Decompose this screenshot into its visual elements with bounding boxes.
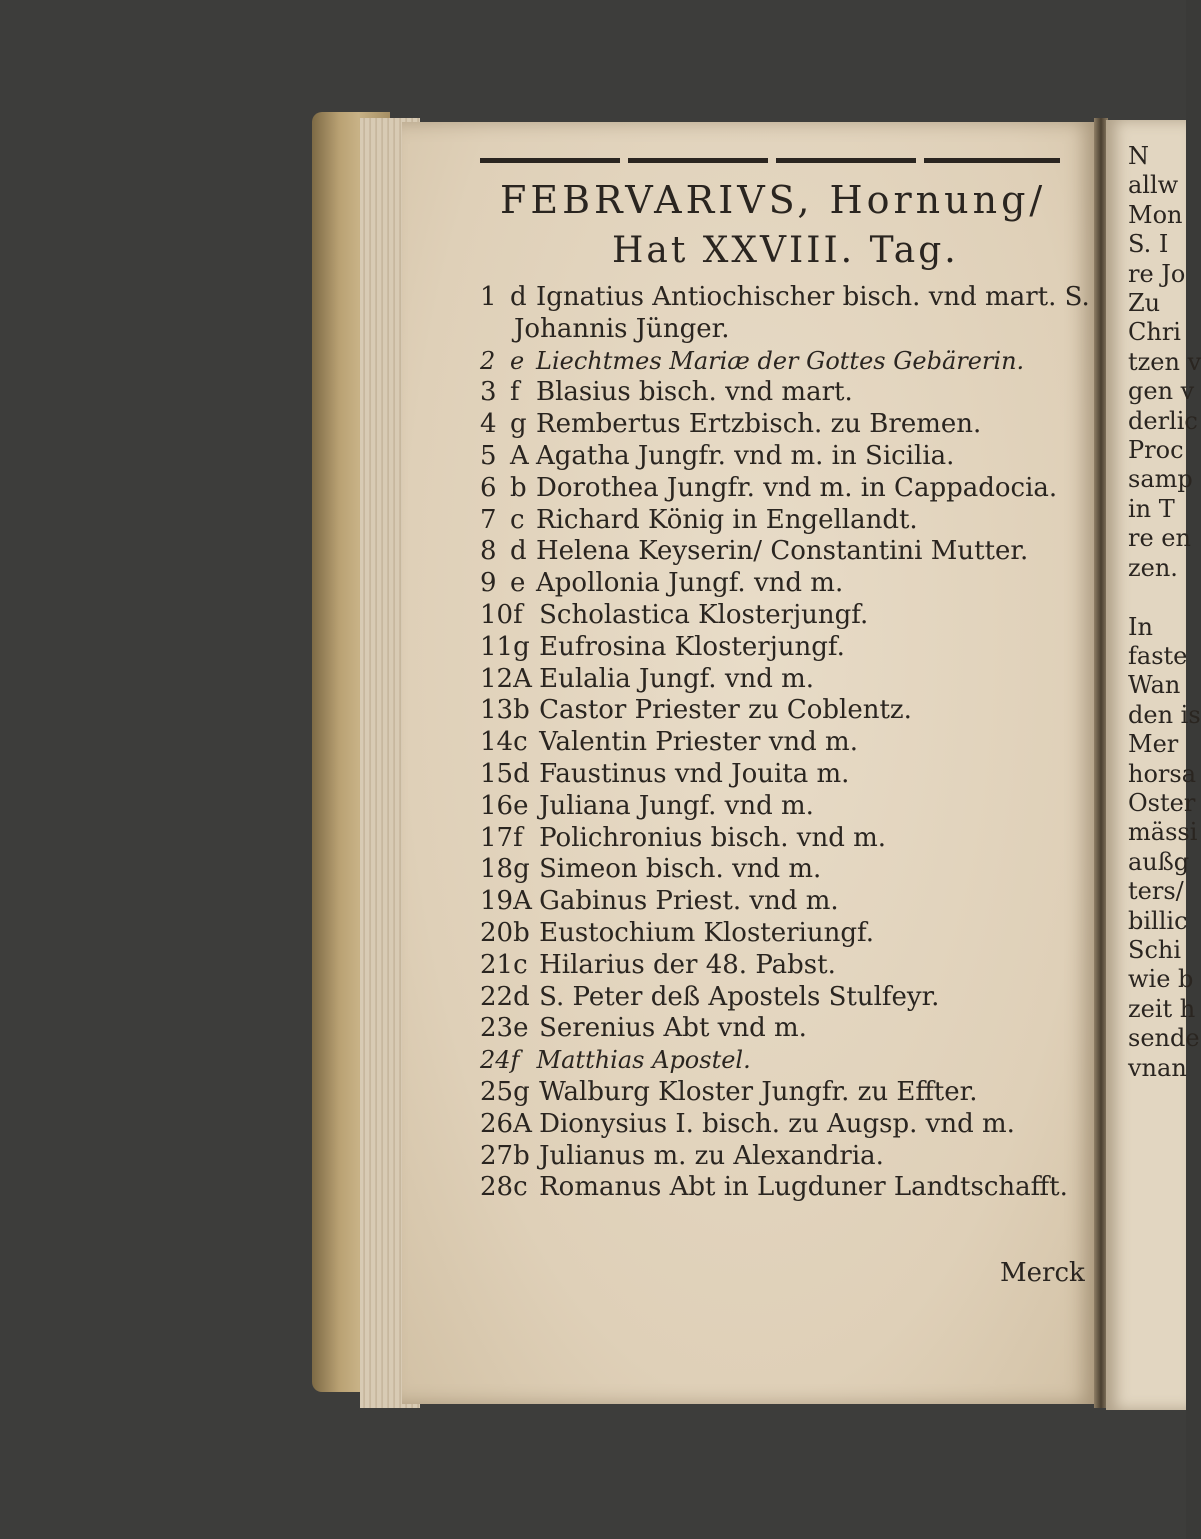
right-page-line: außg — [1128, 847, 1190, 876]
dominical-letter: d — [510, 282, 527, 312]
day-number: 13 — [480, 695, 514, 726]
saint-name: Dorothea Jungfr. vnd m. in Cappadocia. — [536, 472, 1058, 503]
dominical-letter: c — [510, 504, 525, 535]
right-page-line: Chri — [1128, 318, 1181, 347]
page-subtitle: Hat XXVIII. Tag. — [612, 230, 959, 271]
day-number: 27 — [480, 1140, 514, 1171]
right-page-line: zen. — [1128, 553, 1178, 582]
day-number: 14 — [480, 727, 514, 758]
right-page-text — [1128, 142, 1201, 1083]
dominical-letter: e — [510, 346, 525, 375]
saint-name: Johannis Jünger. — [514, 313, 730, 344]
dominical-letter: f — [510, 377, 520, 408]
saint-name: Ignatius Antiochischer bisch. vnd mart. S. — [536, 282, 1090, 312]
right-page-line: mässi — [1128, 818, 1198, 847]
day-number: 5 — [480, 440, 497, 471]
day-number: 3 — [480, 377, 497, 408]
dominical-letter: d — [513, 758, 530, 789]
calendar-entry — [480, 1109, 1090, 1141]
calendar-entry — [480, 1141, 1090, 1173]
right-page-line: Mer — [1128, 730, 1179, 759]
calendar-entry — [480, 759, 1090, 791]
saint-name: Eulalia Jungf. vnd m. — [539, 663, 815, 694]
dominical-letter: e — [513, 790, 529, 821]
calendar-entry — [480, 1077, 1090, 1109]
calendar-entry — [480, 632, 1090, 664]
saint-name: Romanus Abt in Lugduner Landtschafft. — [539, 1172, 1068, 1203]
right-page-line: samp — [1128, 465, 1193, 494]
right-page-line: faste — [1128, 641, 1188, 670]
saint-name: Walburg Kloster Jungfr. zu Effter. — [539, 1076, 978, 1107]
day-number: 23 — [480, 1013, 514, 1044]
right-page-line: Proc — [1128, 436, 1184, 465]
day-number: 8 — [480, 536, 497, 567]
right-page-line — [1128, 583, 1201, 612]
dominical-letter: A — [513, 1108, 532, 1139]
dominical-letter: f — [513, 599, 523, 630]
calendar-entry — [480, 377, 1090, 409]
saint-name: Valentin Priester vnd m. — [539, 727, 858, 758]
day-number: 19 — [480, 886, 514, 917]
calendar-entry — [480, 1013, 1090, 1045]
calendar-entry — [480, 918, 1090, 950]
saint-name: Eufrosina Klosterjungf. — [539, 631, 845, 662]
calendar-entry — [480, 441, 1090, 473]
right-page-line: Oster — [1128, 788, 1196, 817]
calendar-entry — [480, 346, 1090, 378]
right-page-line: gen v — [1128, 377, 1195, 406]
saint-name: Serenius Abt vnd m. — [539, 1013, 807, 1044]
right-page-line: In — [1128, 612, 1153, 641]
day-number: 22 — [480, 981, 514, 1012]
page-title: FEBRVARIVS, Hornung/ — [500, 178, 1047, 222]
calendar-entry — [480, 664, 1090, 696]
right-page-line: Wan — [1128, 671, 1181, 700]
saint-name: Polichronius bisch. vnd m. — [539, 822, 887, 853]
calendar-entry — [480, 282, 1090, 314]
right-page-line: allw — [1128, 171, 1179, 200]
day-number: 10 — [480, 599, 514, 630]
catchword: Merck — [1000, 1258, 1085, 1288]
calendar-entry — [480, 854, 1090, 886]
dominical-letter: b — [513, 695, 530, 726]
right-page-line: Mon — [1128, 200, 1183, 229]
right-page-line: Zu — [1128, 289, 1161, 318]
saint-name: Julianus m. zu Alexandria. — [539, 1140, 884, 1171]
dominical-letter: f — [513, 822, 523, 853]
right-page-line: sende — [1128, 1024, 1200, 1053]
day-number: 20 — [480, 917, 514, 948]
calendar-entry — [480, 568, 1090, 600]
saint-name: Apollonia Jungf. vnd m. — [536, 568, 844, 599]
saint-name: S. Peter deß Apostels Stulfeyr. — [539, 981, 940, 1012]
calendar-entry — [480, 536, 1090, 568]
day-number: 15 — [480, 758, 514, 789]
saint-name: Helena Keyserin/ Constantini Mutter. — [536, 536, 1029, 567]
saint-name: Rembertus Ertzbisch. zu Bremen. — [536, 409, 982, 440]
saint-name: Scholastica Klosterjungf. — [539, 599, 869, 630]
right-page-line: re en — [1128, 524, 1191, 553]
right-page-line: wie b — [1128, 965, 1194, 994]
saint-name: Agatha Jungfr. vnd m. in Sicilia. — [536, 440, 955, 471]
calendar-entry — [480, 600, 1090, 632]
dominical-letter: c — [513, 1172, 528, 1203]
dominical-letter: A — [510, 440, 529, 471]
calendar-entry — [480, 1172, 1090, 1204]
calendar-entries — [480, 282, 1090, 1204]
dominical-letter: b — [513, 1140, 530, 1171]
day-number: 18 — [480, 854, 514, 885]
day-number: 4 — [480, 409, 497, 440]
calendar-entry — [480, 505, 1090, 537]
dominical-letter: e — [510, 568, 526, 599]
saint-name: Simeon bisch. vnd m. — [539, 854, 822, 885]
saint-name: Blasius bisch. vnd mart. — [536, 377, 853, 408]
dominical-letter: d — [513, 981, 530, 1012]
saint-name: Gabinus Priest. vnd m. — [539, 886, 839, 917]
saint-name: Eustochium Klosteriungf. — [539, 917, 874, 948]
saint-name: Castor Priester zu Coblentz. — [539, 695, 912, 726]
right-page-line: re Jo — [1128, 259, 1186, 288]
right-page-line: in T — [1128, 494, 1175, 523]
calendar-entry — [480, 950, 1090, 982]
day-number: 16 — [480, 790, 514, 821]
right-page-line: vnan — [1128, 1053, 1187, 1082]
dominical-letter: b — [513, 917, 530, 948]
calendar-entry — [480, 823, 1090, 855]
day-number: 6 — [480, 472, 497, 503]
right-page-line: N — [1128, 142, 1149, 170]
calendar-entry — [480, 982, 1090, 1014]
saint-name: Hilarius der 48. Pabst. — [539, 949, 836, 980]
right-page-line: ters/ — [1128, 877, 1184, 906]
day-number: 9 — [480, 568, 497, 599]
calendar-entry — [480, 409, 1090, 441]
calendar-entry — [480, 791, 1090, 823]
right-page-line: zeit h — [1128, 994, 1196, 1023]
day-number: 26 — [480, 1108, 514, 1139]
calendar-entry — [480, 727, 1090, 759]
day-number: 28 — [480, 1172, 514, 1203]
saint-name: Faustinus vnd Jouita m. — [539, 758, 850, 789]
right-page-line: den is — [1128, 700, 1201, 729]
day-number: 25 — [480, 1076, 514, 1107]
right-page-line: horsa — [1128, 759, 1197, 788]
dominical-letter: f — [510, 1046, 520, 1075]
right-page-line: Schi — [1128, 935, 1182, 964]
right-page-line: tzen v — [1128, 347, 1201, 376]
calendar-entry — [480, 473, 1090, 505]
saint-name: Matthias Apostel. — [536, 1046, 751, 1075]
saint-name: Liechtmes Mariæ der Gottes Gebärerin. — [536, 346, 1025, 375]
dominical-letter: g — [513, 854, 530, 885]
day-number: 2 — [480, 346, 496, 375]
dominical-letter: e — [513, 1013, 529, 1044]
day-number: 17 — [480, 822, 514, 853]
day-number: 21 — [480, 949, 514, 980]
day-number: 24 — [480, 1046, 511, 1075]
right-page-line: derlic — [1128, 406, 1198, 435]
saint-name: Richard König in Engellandt. — [536, 504, 918, 535]
header-rule — [480, 158, 1060, 163]
saint-name: Juliana Jungf. vnd m. — [539, 790, 814, 821]
day-number: 12 — [480, 663, 514, 694]
calendar-entry — [480, 314, 1090, 346]
dominical-letter: A — [513, 886, 532, 917]
saint-name: Dionysius I. bisch. zu Augsp. vnd m. — [539, 1108, 1015, 1139]
dominical-letter: A — [513, 663, 532, 694]
day-number: 7 — [480, 504, 497, 535]
dominical-letter: d — [510, 536, 527, 567]
dominical-letter: c — [513, 727, 528, 758]
right-page-line: S. I — [1128, 230, 1169, 259]
calendar-entry — [480, 886, 1090, 918]
right-page-line: billic — [1128, 906, 1188, 935]
dominical-letter: g — [510, 409, 527, 440]
day-number: 11 — [480, 631, 514, 662]
dominical-letter: b — [510, 472, 527, 503]
dominical-letter: g — [513, 631, 530, 662]
calendar-entry — [480, 695, 1090, 727]
calendar-entry — [480, 1045, 1090, 1077]
dominical-letter: c — [513, 949, 528, 980]
day-number: 1 — [480, 282, 497, 312]
dominical-letter: g — [513, 1076, 530, 1107]
